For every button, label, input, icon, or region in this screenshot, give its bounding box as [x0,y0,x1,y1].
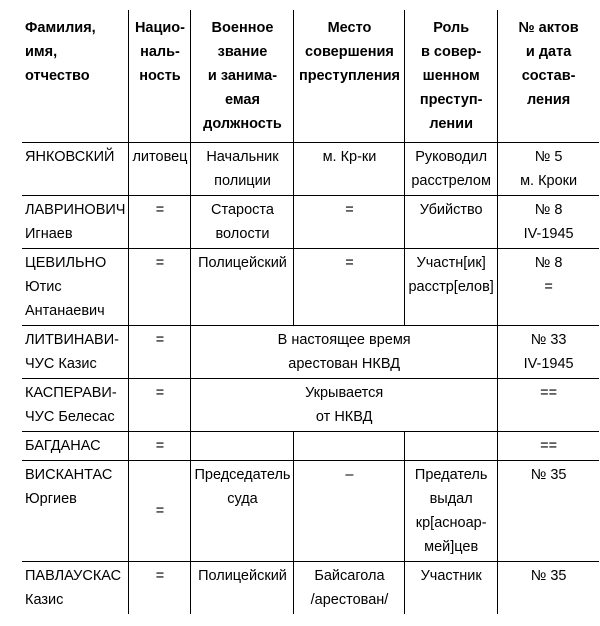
cell-role [405,432,497,461]
cell-act: == [497,432,599,461]
cell-act: № 33 IV-1945 [497,326,599,379]
cell-act: № 8 = [497,249,599,326]
cell-nationality: = [129,196,191,249]
table-row [22,461,599,562]
cell-name: ПАВЛАУСКАС Казис [22,562,129,615]
crimes-table [22,10,599,614]
cell-nationality: литовец [129,143,191,196]
table-row [22,379,599,432]
cell-place [294,432,405,461]
cell-rank: Староста волости [191,196,294,249]
header-place: Место совершения преступления [294,10,405,143]
cell-merged-status: Укрывается от НКВД [191,379,497,432]
cell-place: м. Кр-ки [294,143,405,196]
table-row [22,143,599,196]
cell-name: ЛАВРИНОВИЧ Игнаев [22,196,129,249]
cell-rank [191,432,294,461]
cell-nationality: = [129,562,191,615]
header-rank: Военное звание и занима- емая должность [191,10,294,143]
table-row [22,562,599,615]
cell-name: ЯНКОВСКИЙ [22,143,129,196]
cell-place: Байсагола /арестован/ [294,562,405,615]
header-name: Фамилия, имя, отчество [22,10,129,143]
cell-rank: Полицейский [191,562,294,615]
cell-act: == [497,379,599,432]
cell-nationality: = [129,432,191,461]
header-nationality: Нацио- наль- ность [129,10,191,143]
cell-nationality: = [129,379,191,432]
cell-place: = [294,196,405,249]
cell-act: № 8 IV-1945 [497,196,599,249]
cell-rank: Начальник полиции [191,143,294,196]
cell-role: Участник [405,562,497,615]
cell-merged-status: В настоящее время арестован НКВД [191,326,497,379]
cell-rank: Полицейский [191,249,294,326]
cell-nationality: = [129,249,191,326]
cell-nationality: = [129,326,191,379]
cell-role: Руководил расстрелом [405,143,497,196]
table-row [22,432,599,461]
cell-act: № 35 [497,562,599,615]
cell-rank: Председатель суда [191,461,294,562]
cell-place: – [294,461,405,562]
table-row [22,326,599,379]
cell-name: ВИСКАНТАС Юргиев [22,461,129,562]
header-row [22,10,599,143]
cell-name: ЛИТВИНАВИ- ЧУС Казис [22,326,129,379]
cell-role: Участн[ик] расстр[елов] [405,249,497,326]
table-row [22,249,599,326]
cell-nationality: = [129,461,191,562]
cell-name: КАСПЕРАВИ- ЧУС Белесас [22,379,129,432]
cell-role: Предатель выдал кр[асноар- мей]цев [405,461,497,562]
cell-name: БАГДАНАС [22,432,129,461]
cell-place: = [294,249,405,326]
cell-act: № 5 м. Кроки [497,143,599,196]
header-act: № актов и дата состав- ления [497,10,599,143]
header-role: Роль в совер- шенном преступ- лении [405,10,497,143]
cell-act: № 35 [497,461,599,562]
table-row [22,196,599,249]
cell-name: ЦЕВИЛЬНО Ютис Антанаевич [22,249,129,326]
cell-role: Убийство [405,196,497,249]
